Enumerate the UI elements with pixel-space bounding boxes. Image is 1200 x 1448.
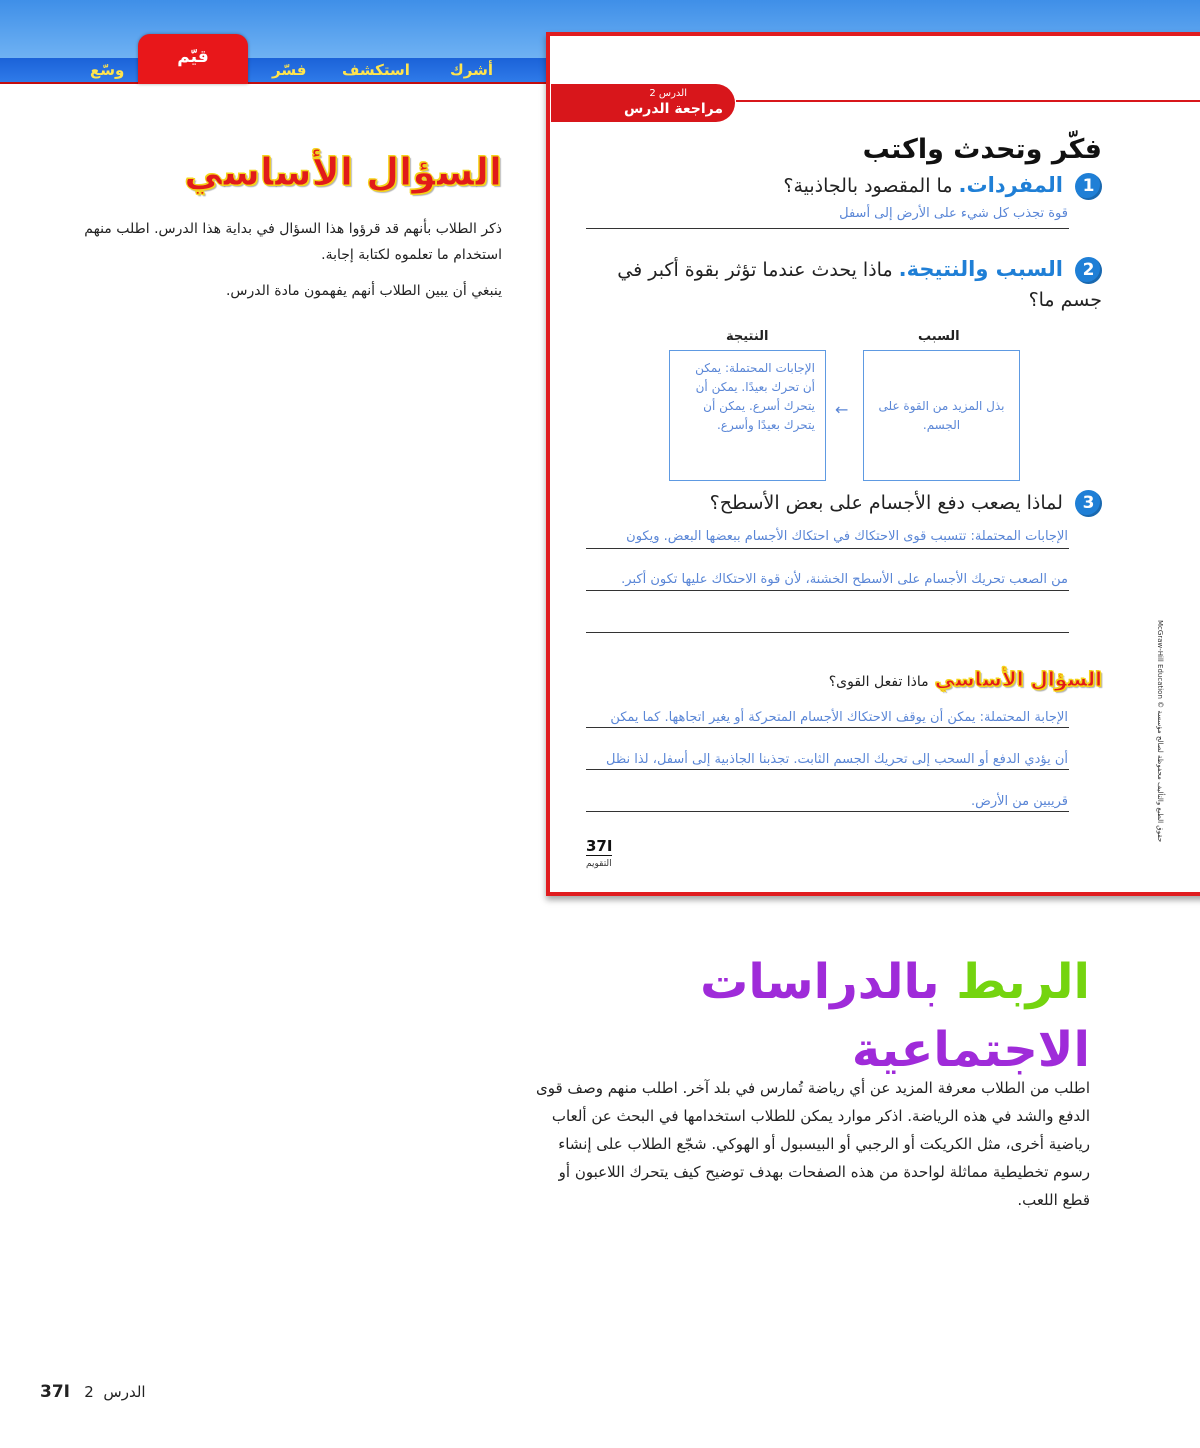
question-1 <box>783 170 1102 201</box>
question-3-text: لماذا يصعب دفع الأجسام على بعض الأسطح؟ <box>709 492 1063 514</box>
essential-question-badge: السؤال الأساسي <box>934 667 1102 691</box>
question-3-answer-line-2: من الصعب تحريك الأجسام على الأسطح الخشنة، لأن قوة الاحتكاك عليها تكون أكبر. <box>621 572 1068 587</box>
copyright-text: McGraw-Hill Education © حقوق الطبع والتأليف محفوظة لصالح مؤسسة <box>1156 620 1164 843</box>
social-title-green: الربط <box>956 954 1090 1010</box>
left-paragraph-1: ذكر الطلاب بأنهم قد قرؤوا هذا السؤال في بداية هذا الدرس. اطلب منهم استخدام ما تعلموه لكتابة إجابة. <box>84 221 502 263</box>
answer-line <box>586 769 1069 770</box>
effect-label: النتيجة <box>726 329 769 344</box>
page-footer <box>40 1382 146 1402</box>
social-studies-title <box>570 948 1090 1084</box>
question-3-number: 3 <box>1075 490 1102 517</box>
question-1-text: ما المقصود بالجاذبية؟ <box>783 175 953 197</box>
social-title-rest: بالدراسات الاجتماعية <box>700 954 1090 1078</box>
essential-answer-line-1: الإجابة المحتملة: يمكن أن يوقف الاحتكاك الأجسام المتحركة أو يغير اتجاهها. كما يمكن <box>610 710 1068 725</box>
question-3 <box>710 488 1102 518</box>
essential-question <box>829 664 1102 697</box>
effect-box-text: الإجابات المحتملة: يمكن أن تحرك بعيدًا. يمكن أن يتحرك أسرع. يمكن أن يتحرك بعيدًا وأسرع. <box>695 361 815 432</box>
card-page-subtitle: التقويم <box>586 859 612 869</box>
card-header-rule <box>736 100 1200 102</box>
answer-line <box>586 228 1069 229</box>
nav-item-engage[interactable]: أشرك <box>450 61 493 79</box>
lesson-label: الدرس 2 <box>649 88 687 99</box>
question-3-answer-line-1: الإجابات المحتملة: تتسبب قوى الاحتكاك في احتكاك الأجسام ببعضها البعض. ويكون <box>626 529 1068 544</box>
answer-line <box>586 590 1069 591</box>
nav-item-explain[interactable]: فسّر <box>272 61 307 79</box>
question-2-keyword: السبب والنتيجة. <box>898 257 1063 281</box>
essential-question-title: السؤال الأساسي <box>184 150 502 194</box>
cause-box <box>863 350 1020 481</box>
footer-page-number: 37I <box>40 1382 70 1402</box>
cause-label: السبب <box>918 329 960 344</box>
answer-line <box>586 811 1069 812</box>
question-2-text: ماذا يحدث عندما تؤثر بقوة أكبر في جسم ما؟ <box>617 259 1102 311</box>
footer-lesson-word: الدرس <box>103 1383 146 1401</box>
question-2-number: 2 <box>1075 257 1102 284</box>
lesson-review-tab <box>551 84 735 122</box>
answer-line <box>586 727 1069 728</box>
cause-box-text: بذل المزيد من القوة على الجسم. <box>878 399 1005 432</box>
social-studies-body: اطلب من الطلاب معرفة المزيد عن أي رياضة تُمارس في بلد آخر. اطلب منهم وصف قوى الدفع والشد في هذه الرياضة. اذكر موارد يمكن للطلاب استخدامها في البحث عن ألعاب رياضية أخرى، مثل الكريكت أو الرجبي أو البيسبول أو الهوكي. شجّع الطلاب على إنشاء رسوم تخطيطية مماثلة لواحدة من هذه الصفحات بهدف توضيح كيف يتحرك اللاعبون أو قطع اللعب. <box>536 1079 1090 1209</box>
question-2 <box>602 254 1102 315</box>
essential-question-text: ماذا تفعل القوى؟ <box>828 674 929 690</box>
essential-answer-line-3: قريبين من الأرض. <box>970 794 1068 809</box>
answer-line <box>586 632 1069 633</box>
question-1-answer: قوة تجذب كل شيء على الأرض إلى أسفل <box>839 206 1068 221</box>
cause-effect-arrow: ← <box>835 400 849 419</box>
answer-line <box>586 548 1069 549</box>
effect-box <box>669 350 826 481</box>
question-1-keyword: المفردات. <box>958 173 1063 197</box>
left-paragraph-2: ينبغي أن يبين الطلاب أنهم يفهمون مادة الدرس. <box>225 283 502 299</box>
nav-item-elaborate[interactable]: وسّع <box>90 61 125 79</box>
nav-item-explore[interactable]: استكشف <box>342 61 410 79</box>
essential-answer-line-2: أن يؤدي الدفع أو السحب إلى تحريك الجسم الثابت. تجذبنا الجاذبية إلى أسفل، لذا نظل <box>605 752 1068 767</box>
card-page-number: 37I <box>586 837 613 855</box>
copyright-credit <box>1150 620 1164 843</box>
lesson-review-title: مراجعة الدرس <box>623 101 723 117</box>
footer-lesson-number: 2 <box>84 1383 94 1401</box>
think-talk-write-heading: فكّر وتحدث واكتب <box>862 134 1102 165</box>
question-1-number: 1 <box>1075 173 1102 200</box>
nav-tab-evaluate-active[interactable]: قيّم <box>138 34 248 84</box>
